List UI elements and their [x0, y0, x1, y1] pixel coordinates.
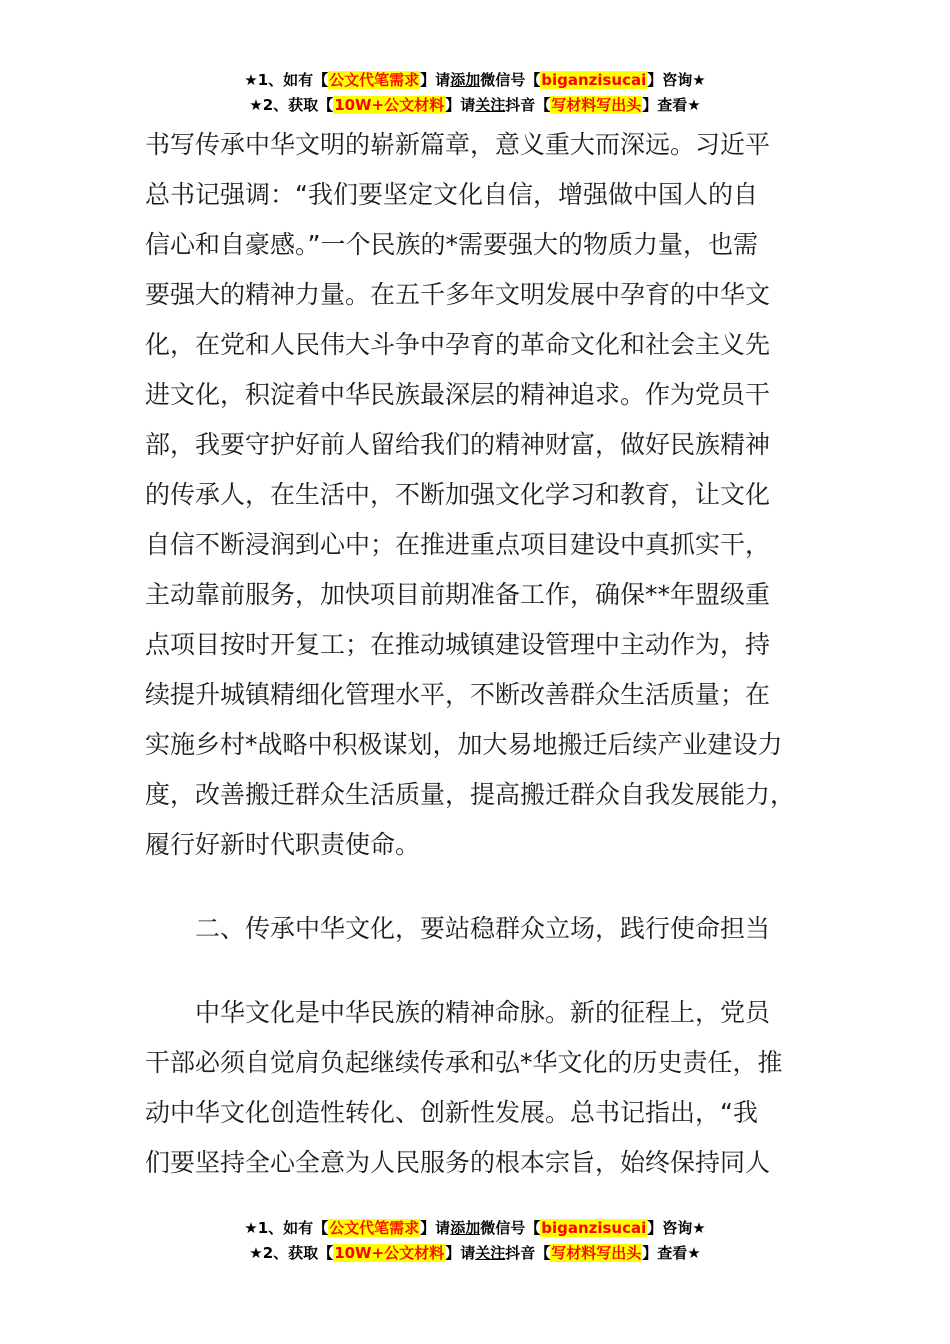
- paragraph-1: [145, 120, 805, 870]
- banner-text: ★2、获取【: [249, 1244, 334, 1262]
- text-line: 总书记强调：“我们要坚定文化自信，增强做中国人的自: [145, 180, 758, 209]
- text-line: 进文化，积淀着中华民族最深层的精神追求。作为党员干: [145, 380, 771, 409]
- text-line: 干部必须自觉肩负起继续传承和弘*华文化的历史责任，推: [145, 1048, 783, 1077]
- text-line: 们要坚持全心全意为人民服务的根本宗旨，始终保持同人: [145, 1148, 771, 1177]
- banner-underlined-text: 关注: [475, 96, 506, 114]
- paragraph-spacer: [145, 870, 805, 904]
- banner-text: 微信号【: [480, 1219, 541, 1237]
- text-line: 自信不断浸润到心中；在推进重点项目建设中真抓实干，: [145, 530, 771, 559]
- banner-text: 抖音【: [505, 96, 551, 114]
- banner-text: ★1、如有【: [244, 71, 329, 89]
- banner-line-1: [0, 68, 950, 93]
- banner-underlined-text: 关注: [475, 1244, 506, 1262]
- banner-underlined-text: 添加: [450, 71, 481, 89]
- text-line: 主动靠前服务，加快项目前期准备工作，确保**年盟级重: [145, 580, 771, 609]
- banner-text: 】查看★: [642, 96, 701, 114]
- banner-text: ★1、如有【: [244, 1219, 329, 1237]
- paragraph-2: [145, 988, 805, 1188]
- text-line: 部，我要守护好前人留给我们的精神财富，做好民族精神: [145, 430, 771, 459]
- text-line: 度，改善搬迁群众生活质量，提高搬迁群众自我发展能力，: [145, 780, 796, 809]
- banner-text: 】请: [420, 71, 451, 89]
- text-line: 书写传承中华文明的崭新篇章，意义重大而深远。习近平: [145, 130, 771, 159]
- banner-line-1: [0, 1216, 950, 1241]
- paragraph-spacer: [145, 954, 805, 988]
- text-line: 中华文化是中华民族的精神命脉。新的征程上，党员: [195, 998, 771, 1027]
- text-line: 要强大的精神力量。在五千多年文明发展中孕育的中华文: [145, 280, 771, 309]
- banner-line-2: [0, 93, 950, 118]
- text-line: 点项目按时开复工；在推动城镇建设管理中主动作为，持: [145, 630, 771, 659]
- banner-text: ★2、获取【: [249, 96, 334, 114]
- banner-text: 抖音【: [505, 1244, 551, 1262]
- text-line: 履行好新时代职责使命。: [145, 830, 421, 859]
- text-line: 实施乡村*战略中积极谋划，加大易地搬迁后续产业建设力: [145, 730, 783, 759]
- banner-text: 】请: [445, 96, 476, 114]
- document-body: [145, 120, 805, 1188]
- banner-text: 】查看★: [642, 1244, 701, 1262]
- highlight-service: 公文代笔需求: [329, 1219, 420, 1237]
- footer-banner: [0, 1216, 950, 1266]
- banner-text: 】咨询★: [647, 71, 706, 89]
- text-line: 信心和自豪感。”一个民族的*需要强大的物质力量，也需: [145, 230, 758, 259]
- text-line: 化，在党和人民伟大斗争中孕育的革命文化和社会主义先: [145, 330, 771, 359]
- banner-line-2: [0, 1241, 950, 1266]
- banner-text: 】咨询★: [647, 1219, 706, 1237]
- banner-underlined-text: 添加: [450, 1219, 481, 1237]
- highlight-materials: 10W+公文材料: [334, 1244, 445, 1262]
- highlight-wechat-id: biganzisucai: [541, 71, 647, 89]
- text-line: 动中华文化创造性转化、创新性发展。总书记指出，“我: [145, 1098, 758, 1127]
- text-line: 续提升城镇精细化管理水平，不断改善群众生活质量；在: [145, 680, 771, 709]
- section-heading: 二、传承中华文化，要站稳群众立场，践行使命担当: [195, 914, 771, 943]
- highlight-wechat-id: biganzisucai: [541, 1219, 647, 1237]
- highlight-service: 公文代笔需求: [329, 71, 420, 89]
- banner-text: 】请: [420, 1219, 451, 1237]
- highlight-douyin-id: 写材料写出头: [551, 1244, 642, 1262]
- banner-text: 】请: [445, 1244, 476, 1262]
- banner-text: 微信号【: [480, 71, 541, 89]
- highlight-materials: 10W+公文材料: [334, 96, 445, 114]
- highlight-douyin-id: 写材料写出头: [551, 96, 642, 114]
- text-line: 的传承人，在生活中，不断加强文化学习和教育，让文化: [145, 480, 771, 509]
- header-banner: [0, 68, 950, 118]
